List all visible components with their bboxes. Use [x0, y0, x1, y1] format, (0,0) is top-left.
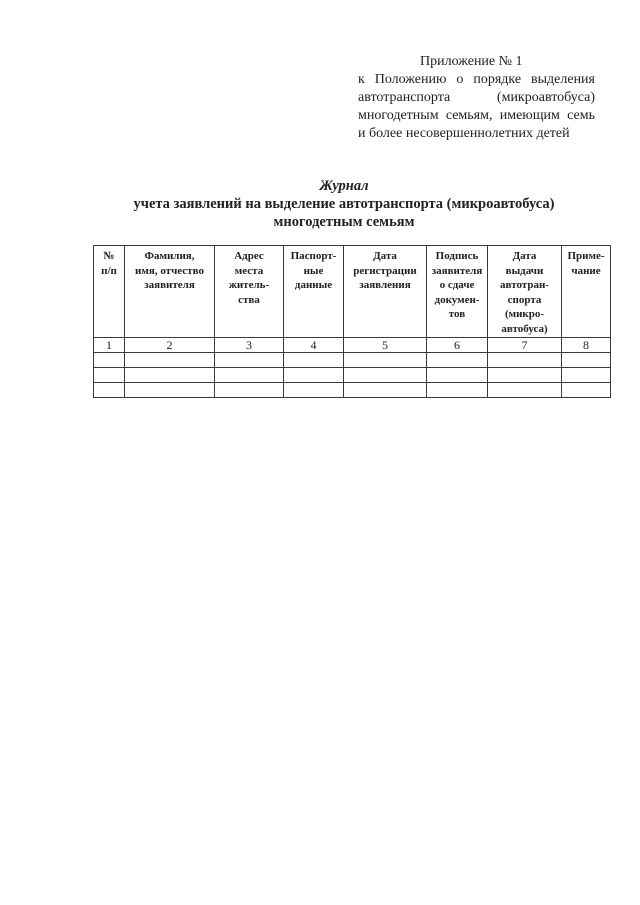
empty-cell: [488, 368, 562, 383]
header-cell-passport: Паспорт- ные данные: [284, 246, 344, 338]
empty-cell: [215, 353, 284, 368]
empty-cell: [94, 368, 125, 383]
empty-cell: [488, 353, 562, 368]
empty-cell: [215, 383, 284, 398]
column-number-cell: 8: [562, 338, 611, 353]
empty-cell: [125, 353, 215, 368]
column-number-cell: 3: [215, 338, 284, 353]
table-row: [94, 353, 611, 368]
empty-cell: [284, 368, 344, 383]
journal-subtitle: учета заявлений на выделение автотранспорта (микроавтобуса): [133, 196, 555, 212]
column-number-cell: 5: [344, 338, 427, 353]
appendix-line: к Положению о порядке выделения: [358, 72, 595, 87]
empty-cell: [284, 353, 344, 368]
header-cell-address: Адрес места житель- ства: [215, 246, 284, 338]
table-row: [94, 368, 611, 383]
column-number-cell: 7: [488, 338, 562, 353]
empty-cell: [427, 353, 488, 368]
header-cell-registration-date: Дата регистрации заявления: [344, 246, 427, 338]
appendix-line: многодетным семьям, имеющим семь: [358, 108, 595, 123]
column-number-cell: 6: [427, 338, 488, 353]
empty-cell: [125, 368, 215, 383]
journal-subtitle: многодетным семьям: [273, 214, 415, 230]
empty-cell: [562, 353, 611, 368]
header-cell-number: № п/п: [94, 246, 125, 338]
empty-cell: [125, 383, 215, 398]
appendix-line: автотранспорта (микроавтобуса): [358, 90, 595, 105]
empty-cell: [562, 383, 611, 398]
journal-title: Журнал: [319, 178, 369, 194]
empty-cell: [427, 368, 488, 383]
appendix-line: и более несовершеннолетних детей: [358, 126, 570, 141]
document-heading: [93, 177, 595, 231]
empty-cell: [94, 383, 125, 398]
table-row: [94, 383, 611, 398]
registry-table: [93, 245, 611, 398]
empty-cell: [562, 368, 611, 383]
empty-cell: [427, 383, 488, 398]
header-cell-applicant-signature: Подпись заявителя о сдаче докумен- тов: [427, 246, 488, 338]
empty-cell: [94, 353, 125, 368]
table-header-row: [94, 246, 611, 338]
column-number-row: [94, 338, 611, 353]
appendix-description: [358, 71, 595, 143]
empty-cell: [344, 383, 427, 398]
header-cell-issue-date: Дата выдачи автотран- спорта (микро- автобуса): [488, 246, 562, 338]
empty-cell: [488, 383, 562, 398]
empty-cell: [215, 368, 284, 383]
column-number-cell: 1: [94, 338, 125, 353]
empty-cell: [284, 383, 344, 398]
appendix-title: Приложение № 1: [420, 54, 523, 69]
header-cell-notes: Приме- чание: [562, 246, 611, 338]
column-number-cell: 4: [284, 338, 344, 353]
empty-cell: [344, 353, 427, 368]
header-cell-applicant-name: Фамилия, имя, отчество заявителя: [125, 246, 215, 338]
empty-cell: [344, 368, 427, 383]
column-number-cell: 2: [125, 338, 215, 353]
